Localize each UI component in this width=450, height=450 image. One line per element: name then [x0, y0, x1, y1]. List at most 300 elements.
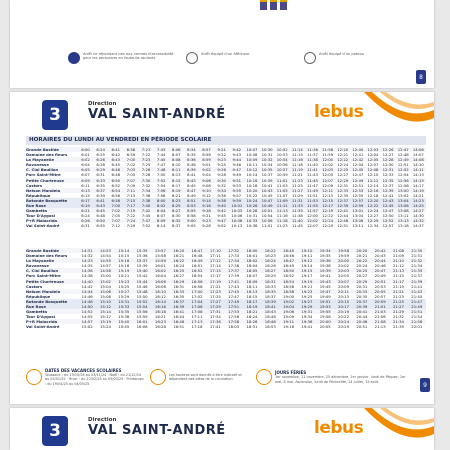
departure-time: 7:22: [141, 152, 151, 158]
departure-time: 20:24: [338, 319, 349, 325]
departure-time: 15:59: [136, 314, 148, 320]
direction-label: Direction: [88, 417, 117, 423]
departure-time: 20:21: [356, 253, 368, 259]
departure-time: 9:42: [217, 208, 226, 214]
stop-legend: [68, 52, 414, 64]
departure-time: 18:27: [264, 268, 276, 274]
departure-time: 6:05: [81, 167, 90, 173]
departure-time: 19:41: [301, 324, 313, 330]
departure-time: 6:07: [81, 172, 90, 178]
departure-time: 21:15: [392, 273, 404, 279]
departure-time: 17:37: [228, 268, 240, 274]
departure-time: 13:18: [397, 223, 409, 229]
departure-time: 9:25: [217, 162, 226, 168]
departure-time: 12:39: [337, 203, 349, 209]
departure-time: 12:07: [367, 162, 379, 168]
departure-time: 14:50: [81, 304, 93, 310]
departure-time: 7:54: [156, 182, 166, 188]
departure-time: 15:17: [99, 314, 111, 320]
departure-time: 10:28: [246, 208, 258, 214]
departure-time: 9:01: [202, 162, 211, 168]
departure-time: 21:08: [374, 319, 386, 325]
departure-time: 10:56: [261, 218, 273, 224]
departure-time: 10:24: [246, 197, 258, 203]
departure-time: 15:33: [118, 304, 130, 310]
departure-time: 17:58: [228, 319, 240, 325]
timetable-footer: [26, 362, 426, 392]
departure-time: 10:54: [276, 157, 288, 163]
departure-time: 10:39: [261, 177, 273, 183]
departure-time: 11:45: [306, 177, 318, 183]
departure-time: 17:12: [209, 258, 221, 264]
departure-time: 7:28: [141, 172, 151, 178]
departure-time: 8:15: [172, 177, 181, 183]
departure-time: 20:44: [374, 258, 386, 264]
departure-time: 14:57: [99, 263, 111, 269]
departure-time: 11:31: [291, 197, 303, 203]
departure-time: 9:21: [217, 147, 226, 152]
departure-time: 9:55: [232, 187, 242, 193]
departure-time: 8:19: [172, 187, 181, 193]
departure-time: 6:33: [96, 177, 105, 183]
departure-time: 7:24: [126, 218, 136, 224]
stop-name: Nelson Mandela: [26, 187, 61, 193]
departure-time: 7:23: [141, 157, 151, 163]
departure-time: 15:23: [118, 278, 130, 284]
departure-time: 8:04: [156, 208, 166, 214]
departure-time: 10:56: [276, 162, 288, 168]
departure-time: 13:11: [397, 213, 409, 219]
departure-time: 6:56: [111, 192, 121, 198]
departure-time: 12:14: [367, 182, 379, 188]
departure-time: 17:53: [228, 309, 240, 315]
departure-time: 12:44: [352, 162, 364, 168]
departure-time: 7:17: [126, 203, 136, 209]
departure-time: 20:55: [374, 288, 386, 294]
departure-time: 20:03: [338, 268, 349, 274]
departure-time: 15:35: [136, 248, 148, 253]
departure-time: 7:56: [156, 187, 166, 193]
departure-time: 12:50: [382, 213, 394, 219]
departure-time: 7:48: [156, 167, 166, 173]
departure-time: 14:32: [412, 218, 424, 224]
departure-time: 12:41: [337, 208, 349, 214]
departure-time: 6:41: [96, 197, 105, 203]
departure-time: 12:55: [352, 192, 364, 198]
departure-time: 16:06: [136, 324, 148, 330]
departure-time: 20:37: [356, 298, 368, 304]
departure-time: 11:23: [276, 223, 288, 229]
stop-name: Ravanesse: [26, 162, 49, 168]
departure-time: 17:19: [209, 278, 221, 284]
departure-time: 12:18: [367, 192, 379, 198]
departure-time: 19:38: [319, 263, 331, 269]
departure-time: 19:12: [301, 258, 313, 264]
stop-name: Tour D'Aygosi: [26, 314, 56, 320]
departure-time: 18:22: [264, 248, 276, 253]
departure-time: 20:15: [338, 298, 349, 304]
departure-time: 10:35: [261, 167, 273, 173]
departure-time: 10:08: [231, 218, 243, 224]
departure-time: 8:59: [202, 157, 211, 163]
departure-time: 13:04: [352, 213, 364, 219]
departure-time: 15:10: [99, 298, 111, 304]
departure-time: 10:07: [246, 147, 258, 152]
departure-time: 11:53: [306, 197, 318, 203]
departure-time: 6:48: [111, 172, 121, 178]
departure-time: 16:58: [191, 283, 203, 289]
departure-time: 8:41: [187, 172, 196, 178]
timetable-page: [10, 92, 434, 404]
departure-time: 12:37: [382, 182, 394, 188]
departure-time: 20:00: [319, 319, 331, 325]
departure-time: 9:26: [217, 167, 226, 173]
departure-time: 18:52: [283, 273, 295, 279]
departure-time: 11:40: [306, 162, 318, 168]
departure-time: 18:49: [283, 263, 295, 269]
departure-time: 9:57: [232, 192, 242, 198]
departure-time: 6:24: [96, 147, 105, 152]
departure-time: 7:50: [156, 172, 166, 178]
stop-name: Grande Bastide: [26, 147, 59, 152]
departure-time: 18:15: [246, 293, 258, 299]
departure-time: 7:07: [111, 218, 121, 224]
departure-time: 16:01: [154, 263, 166, 269]
departure-time: 12:27: [382, 152, 394, 158]
departure-time: 11:16: [276, 213, 288, 219]
departure-time: 9:53: [232, 182, 242, 188]
departure-time: 20:31: [356, 283, 368, 289]
departure-time: 10:14: [246, 172, 258, 178]
departure-time: 6:54: [111, 187, 121, 193]
departure-time: 13:08: [397, 208, 409, 214]
departure-time: 6:39: [96, 192, 105, 198]
departure-time: 12:53: [352, 187, 364, 193]
vacances-title: DATES DES VACANCES SCOLAIRES: [45, 368, 122, 374]
departure-time: 18:24: [264, 258, 276, 264]
departure-time: 16:28: [154, 324, 166, 330]
departure-time: 14:57: [81, 319, 93, 325]
departure-time: 12:19: [322, 208, 334, 214]
traffic-note-text: Les horaires sont donnés à titre indicatif et dépendent des aléas de la circulation: [169, 372, 242, 381]
departure-time: 17:36: [209, 319, 221, 325]
departure-time: 17:45: [228, 288, 240, 294]
departure-time: 19:59: [338, 253, 349, 259]
departure-time: 16:54: [191, 273, 203, 279]
departure-time: 7:36: [141, 192, 151, 198]
route-number-badge: 3: [42, 416, 68, 446]
departure-time: 20:35: [356, 293, 368, 299]
departure-time: 9:21: [202, 213, 211, 219]
departure-time: 12:07: [306, 223, 318, 229]
departure-time: 8:27: [172, 208, 181, 214]
departure-time: 16:39: [173, 304, 185, 310]
departure-time: 12:35: [382, 177, 394, 183]
departure-time: 15:56: [136, 309, 148, 315]
departure-time: 19:34: [319, 248, 331, 253]
departure-time: 21:31: [411, 253, 423, 259]
departure-time: 17:00: [191, 288, 203, 294]
departure-time: 9:10: [202, 187, 211, 193]
departure-time: 17:13: [191, 319, 203, 325]
departure-time: 6:02: [81, 157, 90, 163]
departure-time: 15:42: [136, 273, 148, 279]
departure-time: 8:30: [172, 213, 181, 219]
departure-time: 14:19: [412, 187, 424, 193]
departure-time: 6:31: [81, 223, 90, 229]
departure-time: 10:06: [231, 213, 243, 219]
departure-time: 10:01: [231, 203, 243, 209]
departure-time: 6:48: [96, 213, 105, 219]
departure-time: 7:11: [126, 187, 136, 193]
departure-time: 11:45: [291, 223, 303, 229]
departure-time: 9:44: [232, 157, 242, 163]
stop-name: Rue Rose: [26, 304, 46, 310]
departure-time: 12:56: [397, 177, 409, 183]
departure-time: 12:57: [382, 223, 394, 229]
departure-time: 8:58: [202, 152, 211, 158]
departure-time: 16:21: [173, 253, 185, 259]
departure-time: 11:07: [276, 192, 288, 198]
timetable-header: [10, 408, 434, 450]
departure-time: 17:10: [209, 248, 221, 253]
departure-time: 9:47: [232, 167, 242, 173]
departure-time: 16:24: [173, 263, 185, 269]
departure-time: 12:31: [382, 167, 394, 173]
departure-time: 14:54: [99, 253, 111, 259]
departure-time: 8:13: [172, 172, 181, 178]
departure-time: 8:39: [187, 167, 196, 173]
departure-time: 12:51: [352, 182, 364, 188]
departure-time: 19:23: [301, 288, 313, 294]
departure-time: 20:24: [356, 263, 368, 269]
departure-time: 6:42: [111, 152, 121, 158]
departure-time: 9:51: [232, 177, 242, 183]
departure-time: 6:35: [96, 182, 105, 188]
departure-time: 9:42: [232, 147, 242, 152]
departure-time: 8:23: [172, 197, 181, 203]
departure-time: 19:58: [338, 248, 349, 253]
departure-time: 20:20: [356, 248, 368, 253]
departure-time: 11:37: [306, 152, 318, 158]
departure-time: 17:08: [191, 309, 203, 315]
traffic-note: [150, 369, 250, 385]
departure-time: 8:08: [172, 157, 181, 163]
departure-time: 9:04: [202, 172, 211, 178]
departure-time: 19:10: [301, 248, 313, 253]
departure-time: 21:35: [411, 268, 423, 274]
departure-time: 6:50: [96, 218, 105, 224]
stop-name: Val Saint-André: [26, 223, 60, 229]
departure-time: 19:11: [283, 319, 295, 325]
departure-time: 19:35: [319, 253, 331, 259]
legend-text: Arrêt équipé d'un Afficheur: [201, 52, 250, 56]
stop-name: La Mayanelle: [26, 258, 55, 264]
stop-name: République: [26, 192, 51, 198]
departure-time: 9:28: [202, 223, 211, 229]
departure-time: 11:05: [276, 187, 288, 193]
departure-time: 21:01: [374, 304, 386, 310]
departure-time: 10:43: [261, 187, 273, 193]
departure-time: 12:40: [352, 147, 364, 152]
departure-time: 9:59: [232, 197, 242, 203]
departure-time: 11:14: [291, 147, 303, 152]
direction-label: Direction: [88, 101, 117, 107]
stop-name: Castors: [26, 182, 43, 188]
bus-icons: [260, 0, 287, 10]
stop-name: Rotonde Bosquette: [26, 298, 68, 304]
departure-time: 15:02: [99, 278, 111, 284]
departure-time: 17:17: [209, 273, 221, 279]
departure-time: 20:07: [338, 278, 349, 284]
departure-time: 18:39: [264, 298, 276, 304]
stop-name: Gambetta: [26, 208, 48, 214]
departure-time: 14:38: [81, 273, 93, 279]
departure-time: 9:12: [202, 192, 211, 198]
departure-time: 15:37: [136, 258, 148, 264]
legend-item: [186, 52, 296, 64]
departure-time: 21:34: [411, 263, 423, 269]
departure-time: 19:04: [283, 304, 295, 310]
departure-time: 18:21: [246, 309, 258, 315]
departure-time: 6:24: [81, 213, 90, 219]
departure-time: 15:52: [136, 298, 148, 304]
departure-time: 7:52: [156, 177, 166, 183]
departure-time: 15:58: [154, 253, 166, 259]
departure-time: 6:55: [96, 223, 105, 229]
departure-time: 16:51: [173, 324, 185, 330]
departure-time: 15:50: [136, 293, 148, 299]
departure-time: 16:02: [154, 268, 166, 274]
departure-time: 18:56: [283, 283, 295, 289]
departure-time: 9:47: [217, 218, 226, 224]
departure-time: 6:19: [81, 203, 90, 209]
departure-time: 18:50: [283, 268, 295, 274]
legend-text: Arrêt ne répondant pas aux normes d'accessibilité pour les personnes en fauteuils roulants: [83, 52, 174, 61]
departure-time: 8:34: [187, 147, 196, 152]
departure-time: 9:18: [202, 208, 211, 214]
departure-time: 7:19: [126, 208, 136, 214]
departure-time: 11:21: [291, 172, 303, 178]
departure-time: 12:43: [382, 197, 394, 203]
departure-time: 14:52: [81, 309, 93, 315]
stop-name: Petite Chartreuse: [26, 177, 64, 183]
departure-time: 13:06: [397, 203, 409, 209]
departure-time: 11:11: [276, 203, 288, 209]
departure-time: 16:21: [154, 314, 166, 320]
departure-time: 14:46: [81, 293, 93, 299]
stop-name: Castors: [26, 283, 43, 289]
departure-time: 7:44: [156, 152, 166, 158]
departure-time: 8:47: [187, 187, 196, 193]
departure-time: 12:27: [367, 213, 379, 219]
lebus-logo: lebus: [314, 418, 364, 438]
departure-time: 11:27: [291, 187, 303, 193]
departure-time: 20:29: [356, 278, 368, 284]
timetable-header: [10, 92, 434, 140]
departure-time: 15:00: [99, 273, 111, 279]
departure-time: 7:02: [111, 208, 121, 214]
departure-time: 12:29: [337, 177, 349, 183]
departure-time: 11:41: [306, 167, 318, 173]
departure-time: 14:48: [81, 298, 93, 304]
departure-time: 10:51: [261, 208, 273, 214]
departure-time: 21:09: [392, 253, 404, 259]
departure-time: 7:13: [126, 192, 136, 198]
departure-time: 12:08: [367, 167, 379, 173]
departure-time: 15:24: [99, 324, 111, 330]
departure-time: 16:10: [154, 288, 166, 294]
departure-time: 7:12: [111, 223, 121, 229]
holiday-icon: [256, 369, 272, 385]
departure-time: 11:09: [276, 197, 288, 203]
departure-time: 19:36: [319, 258, 331, 264]
departure-time: 11:58: [322, 147, 334, 152]
departure-time: 19:02: [283, 298, 295, 304]
departure-time: 8:55: [187, 208, 196, 214]
departure-time: 18:05: [246, 268, 258, 274]
departure-time: 15:54: [136, 304, 148, 310]
departure-time: 19:21: [301, 283, 313, 289]
departure-time: 11:47: [306, 182, 318, 188]
calendar-icon: [26, 369, 42, 385]
departure-time: 14:30: [412, 213, 424, 219]
departure-time: 21:39: [411, 278, 423, 284]
departure-time: 16:16: [154, 304, 166, 310]
stop-name: Rotonde Bosquette: [26, 197, 68, 203]
departure-time: 8:07: [156, 213, 166, 219]
departure-time: 12:03: [322, 167, 334, 173]
departure-time: 19:51: [319, 298, 331, 304]
departure-time: 8:00: [156, 197, 166, 203]
departure-time: 12:49: [352, 177, 364, 183]
departure-time: 7:25: [141, 162, 151, 168]
departure-time: 6:09: [81, 177, 90, 183]
departure-time: 12:47: [352, 172, 364, 178]
departure-time: 9:46: [232, 162, 242, 168]
departure-time: 16:33: [173, 288, 185, 294]
departure-time: 18:26: [264, 263, 276, 269]
departure-time: 12:41: [382, 192, 394, 198]
departure-time: 12:51: [337, 223, 349, 229]
departure-time: 21:47: [411, 298, 423, 304]
departure-time: 12:05: [367, 157, 379, 163]
departure-time: 19:53: [319, 304, 331, 310]
departure-time: 19:34: [301, 314, 313, 320]
departure-time: 21:43: [411, 288, 423, 294]
departure-time: 17:32: [228, 248, 240, 253]
departure-time: 13:01: [352, 208, 364, 214]
departure-time: 21:12: [392, 263, 404, 269]
departure-time: 6:46: [111, 167, 121, 173]
departure-time: 8:53: [187, 203, 196, 209]
departure-time: 18:11: [246, 283, 258, 289]
departure-time: 12:20: [367, 197, 379, 203]
departure-time: 19:00: [283, 293, 295, 299]
departure-time: 15:14: [118, 248, 130, 253]
departure-time: 8:02: [156, 203, 166, 209]
departure-time: 17:04: [191, 298, 203, 304]
departure-time: 16:37: [173, 298, 185, 304]
departure-time: 10:53: [276, 152, 288, 158]
departure-time: 8:06: [172, 147, 181, 152]
departure-time: 21:32: [392, 314, 404, 320]
vacances-info: [26, 368, 144, 385]
departure-time: 8:51: [187, 197, 196, 203]
departure-time: 12:02: [322, 162, 334, 168]
departure-time: 6:04: [81, 162, 90, 168]
departure-time: 21:21: [392, 288, 404, 294]
